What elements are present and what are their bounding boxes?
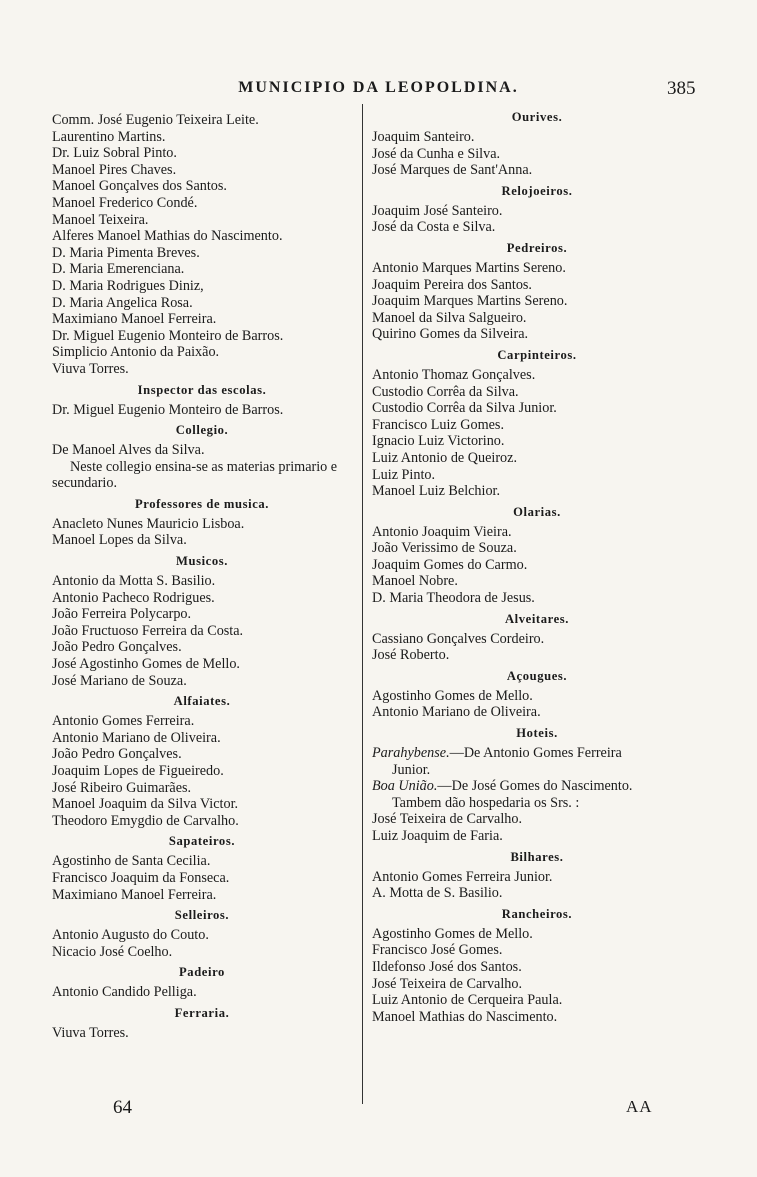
- list-item: Theodoro Emygdio de Carvalho.: [52, 812, 239, 829]
- list-item: João Pedro Gonçalves.: [52, 746, 182, 763]
- list-item: João Verissimo de Souza.: [372, 540, 517, 557]
- list-item: Francisco Joaquim da Fonseca.: [52, 869, 230, 886]
- list-item: Manoel Luiz Belchior.: [372, 483, 501, 500]
- collegio-note: Neste collegio ensina-se as materias primario e secundario.: [52, 458, 338, 492]
- list-item: José Ribeiro Guimarães.: [52, 779, 192, 796]
- list-item: Joaquim Lopes de Figueiredo.: [52, 763, 224, 779]
- list-item: Manoel Joaquim da Silva Victor.: [52, 796, 239, 813]
- list-item: D. Maria Angelica Rosa.: [52, 294, 193, 311]
- list-item: Manoel Teixeira.: [52, 211, 149, 228]
- list-item: João Ferreira Polycarpo.: [52, 606, 192, 623]
- list-item: João Pedro Gonçalves.: [52, 639, 182, 656]
- list-item: José Marques de Sant'Anna.: [372, 162, 533, 179]
- section-heading-selleiros: Selleiros.: [174, 908, 230, 923]
- section-heading-padeiro: Padeiro: [179, 965, 225, 980]
- list-item: Viuva Torres.: [52, 1024, 129, 1041]
- list-item: Antonio Pacheco Rodrigues.: [52, 589, 215, 606]
- signature-mark: AA: [626, 1097, 653, 1116]
- list-item: José da Cunha e Silva.: [372, 145, 501, 162]
- list-item: Antonio Gomes Ferreira.: [52, 713, 195, 730]
- list-item: José Roberto.: [372, 647, 450, 664]
- list-item: Luiz Joaquim de Faria.: [372, 828, 503, 844]
- list-item: José da Costa e Silva.: [372, 219, 496, 236]
- hotel-entry: [372, 778, 702, 795]
- list-item: De Manoel Alves da Silva.: [52, 442, 205, 459]
- list-item: Manoel Gonçalves dos Santos.: [52, 178, 227, 195]
- list-item: Comm. José Eugenio Teixeira Leite.: [52, 112, 259, 128]
- section-heading-carpinteiros: Carpinteiros.: [497, 347, 577, 362]
- list-item: Joaquim Gomes do Carmo.: [372, 556, 528, 573]
- section-heading-sapateiros: Sapateiros.: [168, 834, 236, 849]
- section-heading-bilhares: Bilhares.: [510, 849, 564, 864]
- section-heading-relojoeiros: Relojoeiros.: [501, 183, 573, 198]
- list-item: A. Motta de S. Basilio.: [372, 885, 503, 902]
- list-item: Quirino Gomes da Silveira.: [372, 326, 529, 343]
- list-item: Joaquim José Santeiro.: [372, 202, 503, 219]
- signature-number: 64: [113, 1097, 132, 1118]
- list-item: Dr. Miguel Eugenio Monteiro de Barros.: [52, 327, 284, 344]
- list-item: Joaquim Santeiro.: [372, 129, 475, 145]
- list-item: Alferes Manoel Mathias do Nascimento.: [52, 228, 283, 245]
- section-heading-musicos: Musicos.: [175, 554, 229, 569]
- list-item: Manoel da Silva Salgueiro.: [372, 309, 527, 326]
- list-item: D. Maria Emerenciana.: [52, 261, 185, 278]
- list-item: José Teixeira de Carvalho.: [372, 811, 523, 828]
- list-item: José Teixeira de Carvalho.: [372, 975, 523, 992]
- list-item: Manoel Nobre.: [372, 573, 458, 590]
- column-divider: [362, 104, 363, 1104]
- hotel-owner: —De José Gomes do Nascimento.: [437, 778, 633, 795]
- list-item: Antonio Joaquim Vieira.: [372, 523, 512, 540]
- list-item: Custodio Corrêa da Silva Junior.: [372, 400, 557, 417]
- section-heading-collegio: Collegio.: [175, 423, 229, 438]
- list-item: Antonio Thomaz Gonçalves.: [372, 366, 536, 383]
- list-item: Manoel Mathias do Nascimento.: [372, 1008, 558, 1025]
- list-item: Francisco Luiz Gomes.: [372, 416, 504, 433]
- section-heading-olarias: Olarias.: [513, 504, 561, 519]
- left-column: [52, 112, 352, 1042]
- list-item: Antonio Candido Pelliga.: [52, 984, 197, 1001]
- list-item: Francisco José Gomes.: [372, 942, 503, 959]
- list-item: João Fructuoso Ferreira da Costa.: [52, 622, 244, 639]
- list-item: Cassiano Gonçalves Cordeiro.: [372, 630, 545, 647]
- hotel-entry: [372, 745, 702, 762]
- list-item: Joaquim Pereira dos Santos.: [372, 276, 532, 293]
- hotel-owner: —De Antonio Gomes Ferreira: [449, 745, 622, 762]
- list-item: José Mariano de Souza.: [52, 672, 187, 689]
- list-item: Luiz Antonio de Cerqueira Paula.: [372, 992, 563, 1009]
- list-item: Viuva Torres.: [52, 360, 129, 377]
- list-item: Agostinho de Santa Cecilia.: [52, 853, 211, 870]
- list-item: Laurentino Martins.: [52, 128, 166, 145]
- section-heading-alveitares: Alveitares.: [504, 611, 570, 626]
- section-heading-alfaiates: Alfaiates.: [173, 694, 231, 709]
- hotel-name: Parahybense.: [372, 745, 450, 762]
- list-item: Joaquim Marques Martins Sereno.: [372, 293, 568, 310]
- list-item: Antonio da Motta S. Basilio.: [52, 573, 216, 590]
- right-column: [372, 105, 702, 1025]
- list-item: Custodio Corrêa da Silva.: [372, 383, 519, 400]
- list-item: Luiz Pinto.: [372, 466, 436, 483]
- running-head-title: MUNICIPIO DA LEOPOLDINA.: [238, 79, 519, 96]
- section-heading-acougues: Açougues.: [506, 668, 568, 683]
- list-item: Antonio Mariano de Oliveira.: [52, 729, 221, 746]
- list-item: Ignacio Luiz Victorino.: [372, 433, 505, 450]
- hotel-name: Boa União.: [372, 778, 438, 795]
- list-item: Maximiano Manoel Ferreira.: [52, 886, 217, 903]
- list-item: Manoel Pires Chaves.: [52, 161, 177, 178]
- list-item: Antonio Gomes Ferreira Junior.: [372, 868, 553, 885]
- hotel-entry-continuation: Junior.: [392, 761, 431, 778]
- list-item: Dr. Luiz Sobral Pinto.: [52, 145, 177, 162]
- section-heading-professores: Professores de musica.: [134, 496, 270, 511]
- section-heading-pedreiros: Pedreiros.: [506, 240, 568, 255]
- top-names-list: [52, 112, 352, 378]
- list-item: José Agostinho Gomes de Mello.: [52, 656, 240, 673]
- section-heading-ferraria: Ferraria.: [174, 1005, 230, 1020]
- list-item: Antonio Augusto do Couto.: [52, 927, 209, 944]
- list-item: Antonio Mariano de Oliveira.: [372, 704, 541, 721]
- list-item: D. Maria Theodora de Jesus.: [372, 590, 535, 607]
- list-item: Manoel Frederico Condé.: [52, 194, 198, 211]
- list-item: Manoel Lopes da Silva.: [52, 532, 187, 549]
- section-heading-inspector: Inspector das escolas.: [137, 382, 267, 397]
- section-heading-rancheiros: Rancheiros.: [501, 906, 573, 921]
- list-item: Maximiano Manoel Ferreira.: [52, 311, 217, 328]
- list-item: Dr. Miguel Eugenio Monteiro de Barros.: [52, 401, 284, 418]
- list-item: Agostinho Gomes de Mello.: [372, 925, 533, 942]
- section-heading-hoteis: Hoteis.: [516, 726, 558, 741]
- list-item: D. Maria Pimenta Breves.: [52, 244, 200, 261]
- list-item: Nicacio José Coelho.: [52, 943, 173, 960]
- section-heading-ourives: Ourives.: [511, 110, 563, 124]
- page-number: 385: [667, 78, 696, 99]
- list-item: Simplicio Antonio da Paixão.: [52, 344, 220, 361]
- hospedaria-line: Tambem dão hospedaria os Srs. :: [392, 794, 580, 811]
- list-item: Ildefonso José dos Santos.: [372, 958, 522, 975]
- list-item: Antonio Marques Martins Sereno.: [372, 259, 566, 276]
- list-item: Anacleto Nunes Mauricio Lisboa.: [52, 515, 245, 532]
- list-item: Agostinho Gomes de Mello.: [372, 687, 533, 704]
- list-item: D. Maria Rodrigues Diniz,: [52, 277, 204, 294]
- list-item: Luiz Antonio de Queiroz.: [372, 449, 517, 466]
